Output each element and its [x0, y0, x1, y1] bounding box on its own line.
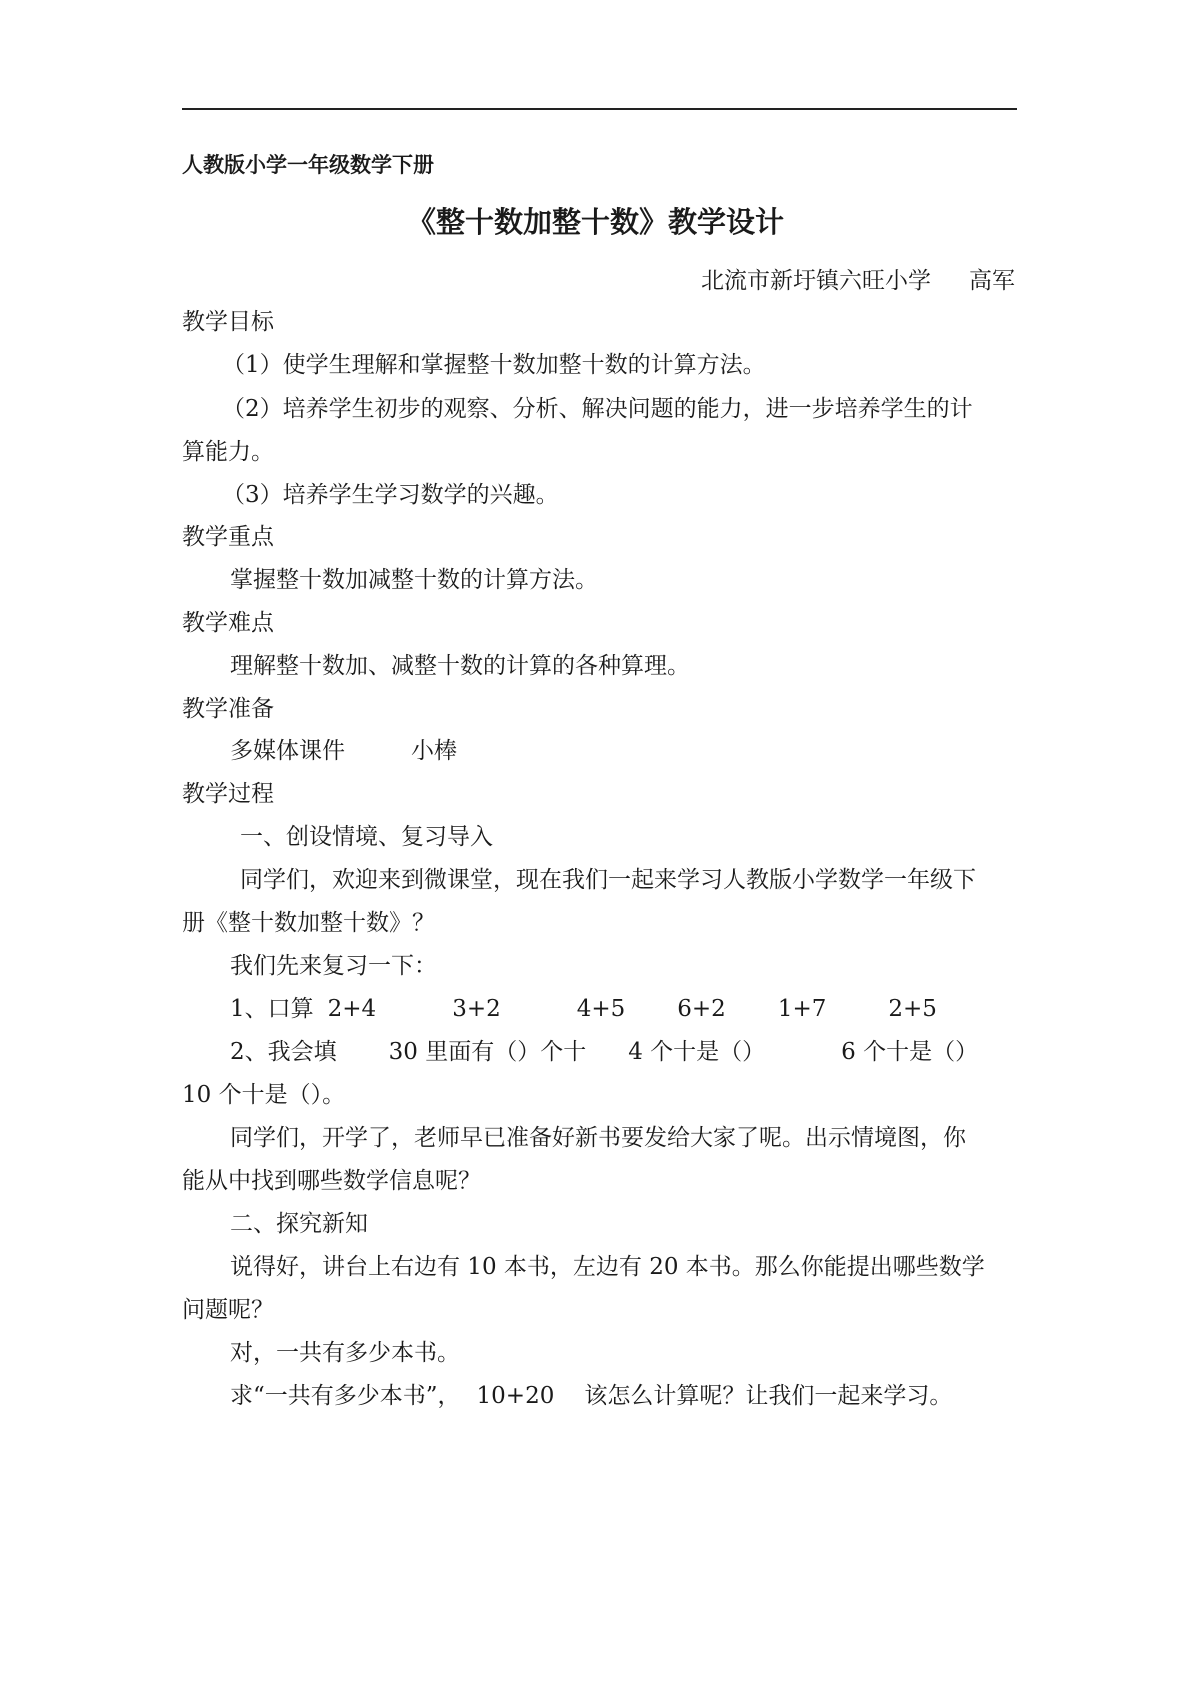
fill-item-continued: 10 个十是（）。: [182, 1082, 346, 1108]
step2-paragraph-3: [230, 1381, 952, 1411]
step1-paragraph-1: 同学们，欢迎来到微课堂，现在我们一起来学习人教版小学数学一年级下: [240, 867, 976, 893]
fill-line: [230, 1037, 978, 1067]
prep-items: [230, 736, 457, 766]
author-line: [701, 266, 1015, 296]
process-heading: 教学过程: [182, 781, 274, 807]
prep-item: 多媒体课件: [230, 738, 345, 764]
oral-calc-line: [230, 994, 937, 1024]
objectives-heading: 教学目标: [182, 309, 274, 335]
keypoint-heading: 教学重点: [182, 524, 274, 550]
oral-calc-item: 1+7: [777, 996, 827, 1022]
step2-heading: 二、探究新知: [230, 1211, 368, 1237]
author-name: 高军: [969, 268, 1015, 294]
header-rule: [182, 108, 1017, 110]
step2-paragraph-1-continued: 问题呢？: [182, 1297, 274, 1323]
oral-calc-item: 4+5: [576, 996, 626, 1022]
objective-2: （2）培养学生初步的观察、分析、解决问题的能力，进一步培养学生的计: [222, 396, 973, 422]
prep-item: 小棒: [411, 738, 457, 764]
step2-paragraph-1: 说得好，讲台上右边有 10 本书，左边有 20 本书。那么你能提出哪些数学: [230, 1254, 985, 1280]
step1-heading: 一、创设情境、复习导入: [240, 824, 493, 850]
step1-paragraph-1-continued: 册《整十数加整十数》？: [182, 910, 435, 936]
step1-paragraph-3-continued: 能从中找到哪些数学信息呢？: [182, 1168, 481, 1194]
objective-1: （1）使学生理解和掌握整十数加整十数的计算方法。: [222, 352, 766, 378]
step1-paragraph-3: 同学们，开学了，老师早已准备好新书要发给大家了呢。出示情境图，你: [230, 1125, 966, 1151]
objective-2-continued: 算能力。: [182, 439, 274, 465]
oral-calc-item: 2+5: [888, 996, 937, 1022]
oral-calc-label: 1、口算: [230, 996, 314, 1022]
difficulty-heading: 教学难点: [182, 610, 274, 636]
oral-calc-item: 2+4: [327, 996, 377, 1022]
document-subtitle: 人教版小学一年级数学下册: [182, 152, 434, 177]
fill-label: 2、我会填: [230, 1039, 337, 1065]
step2-paragraph-3-part: 该怎么计算呢？让我们一起来学习。: [584, 1383, 953, 1409]
step1-paragraph-2: 我们先来复习一下：: [230, 953, 437, 979]
oral-calc-item: 6+2: [677, 996, 726, 1022]
document-title: 《整十数加整十数》教学设计: [406, 205, 784, 239]
keypoint-text: 掌握整十数加减整十数的计算方法。: [230, 567, 598, 593]
oral-calc-item: 3+2: [452, 996, 501, 1022]
step2-paragraph-2: 对，一共有多少本书。: [230, 1340, 460, 1366]
prep-heading: 教学准备: [182, 696, 274, 722]
step2-paragraph-3-part: 求“一共有多少本书”，: [230, 1383, 461, 1409]
fill-item: 30 里面有（）个十: [388, 1039, 587, 1065]
fill-item: 4 个十是（）: [628, 1039, 766, 1065]
step2-paragraph-3-part: 10+20: [476, 1383, 555, 1409]
fill-item: 6 个十是（）: [841, 1039, 979, 1065]
objective-3: （3）培养学生学习数学的兴趣。: [222, 482, 559, 508]
author-school: 北流市新圩镇六旺小学: [701, 268, 931, 294]
difficulty-text: 理解整十数加、减整十数的计算的各种算理。: [230, 653, 690, 679]
